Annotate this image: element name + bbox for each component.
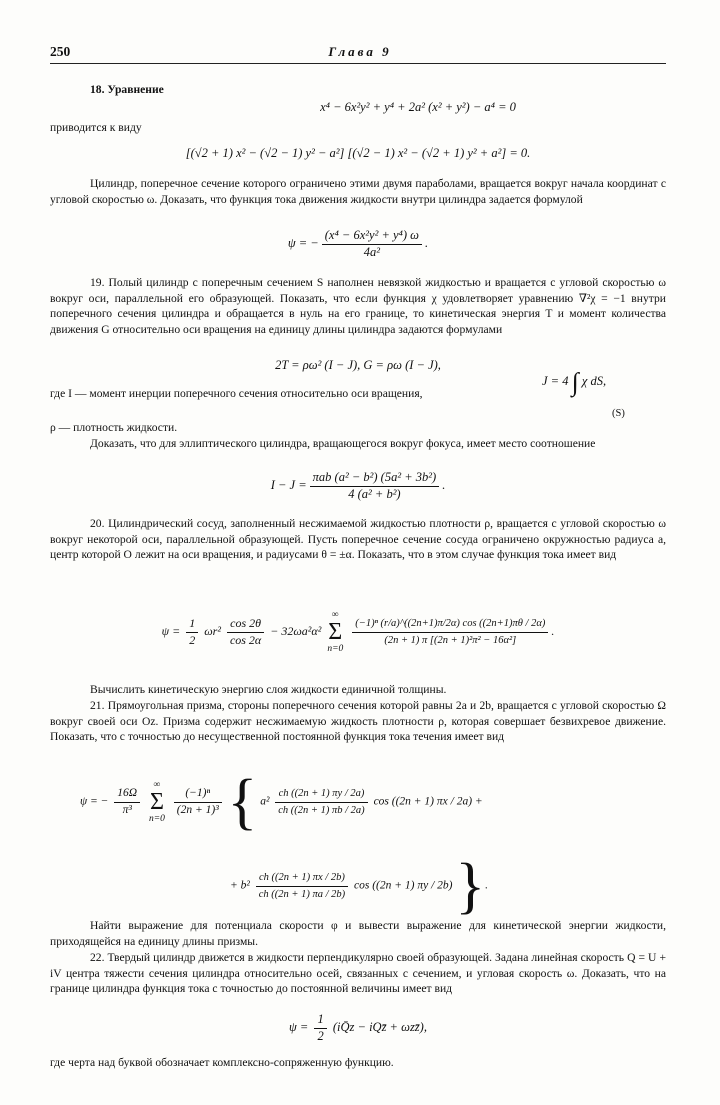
half22-denominator: 2 [317,1028,324,1043]
sum-sign: Σ [328,619,343,645]
equation-psi-18: ψ = − $\frac{\text{(x⁴ − 6x²y² + y⁴) ω}}{\text{4a²}}$ . [287,228,429,259]
problem-21-text: 21. Прямоугольная призма, стороны поперечного сечения которой равны 2a и 2b, вращается с угловой скоростью Ω вокруг своей оси Oz. Призма содержит несжимаемую жидкость плотности ρ, которая совершает безвихревое движение. Показать, что с точностью до несущественной постоянной функция тока течения имеет вид [50,699,666,744]
psi-18-numerator: (x⁴ − 6x²y² + y⁴) ω [322,228,422,245]
ch-ratio-1 [275,786,367,818]
psi-20-sum [327,610,343,654]
series-numerator: (−1)ⁿ (r/a)^((2n+1)π/2α) cos ((2n+1)πθ / 2α) [352,616,548,633]
problem-19-rho: ρ — плотность жидкости. [50,421,178,434]
sum-upper: ∞ [331,610,339,620]
coef-denominator: π³ [122,803,132,816]
problem-18-lead [50,82,666,98]
problem-22-text: 22. Твердый цилиндр движется в жидкости перпендикулярно своей образующей. Задана линейная скорость Q = U + iV центра тяжести сечения цилиндра относительно осей, связанных с сечением, и угловая скорость ω. Доказать, что на границе цилиндра функция тока с точностью до постоянной величины имеет вид [50,951,666,996]
psi-20-term1: ωr² [204,623,221,638]
psi-21-term [174,786,222,818]
cos-ratio-denominator: cos 2α [229,632,262,647]
sum21-sign: Σ [149,789,164,815]
psi-21-lhs: ψ = − [80,795,109,808]
psi-18-lhs: ψ = − [287,235,319,250]
problem-21-text2: Найти выражение для потенциала скорости φ и вывести выражение для кинетической энергии жидкости, приходящейся на единицу длины призмы. [50,919,666,948]
psi-21-coef [114,786,140,818]
problem-19-text: 19. Полый цилиндр с поперечным сечением S наполнен невязкой жидкостью и вращается с угловой скоростью ω вокруг оси, параллельной его образующей. Показать, что если функция χ удовлетворяет уравнению ∇²χ = −1 внутри поперечного сечения цилиндра и обращается в нуль на его границе, то кинетическая энергия T и момент количества движения G относительно оси вращения на единицу длины цилиндра задаются формулами [50,276,666,336]
equation-psi-21-line2 [230,852,650,920]
IJ-end: . [442,477,446,492]
integral-sign: ∫ [571,367,579,397]
header-rule [50,63,666,64]
problem-22-text2: где черта над буквой обозначает комплексно-сопряженную функцию. [50,1056,394,1069]
ch1-denominator: ch ((2n + 1) πb / 2a) [278,804,365,816]
psi-20-lhs: ψ = [161,623,181,638]
ch2-denominator: ch ((2n + 1) πa / 2b) [258,888,346,900]
psi-22-rhs: (iQ̄z − iQz̄ + ωzz̄), [332,1019,427,1034]
psi-22-half [314,1012,326,1044]
b-squared: + b² [230,879,250,892]
brace-close: } [455,852,486,920]
half-numerator: 1 [186,616,198,633]
equation-psi-21-line1 [80,768,640,836]
half-denominator: 2 [189,632,196,647]
running-head: Глава 9 [328,44,392,59]
equation-psi-22 [50,1012,666,1044]
equation-J [542,367,625,419]
psi-18-denominator: 4a² [363,244,380,259]
psi-21-end: . [485,879,488,892]
IJ-fraction [310,470,440,502]
sum21-upper: ∞ [153,780,161,790]
term-numerator: (−1)ⁿ [174,786,222,803]
psi-20-half [186,616,198,648]
ch-ratio-2 [256,870,348,902]
psi-20-series-fraction [352,616,548,648]
IJ-lhs: I − J = [270,477,307,492]
problem-19-text2: Доказать, что для эллиптического цилиндра, вращающегося вокруг фокуса, имеет место соотношение [90,437,596,450]
equation-psi-20 [50,610,666,654]
problem-18-text: Цилиндр, поперечное сечение которого ограничено этими двумя параболами, вращается вокруг начала координат с угловой скоростью ω. Доказать, что функция тока движения жидкости внутри цилиндра задается формулой [50,177,666,206]
psi-20-minus: − 32ωa²α² [270,623,322,638]
ch1-numerator: ch ((2n + 1) πy / 2a) [275,786,367,803]
IJ-numerator: πab (a² − b²) (5a² + 3b²) [310,470,440,487]
sum21-lower: n=0 [149,814,165,824]
J-lhs: J = 4 [542,374,569,388]
problem-18-label: 18. Уравнение [90,83,164,96]
half22-numerator: 1 [314,1012,326,1029]
psi-18-fraction [322,228,422,260]
problem-19-where: где I — момент инерции поперечного сечения относительно оси вращения, [50,387,423,400]
psi-20-cos-ratio [227,616,264,648]
brace-open: { [227,768,258,836]
ch2-numerator: ch ((2n + 1) πx / 2b) [256,870,348,887]
term-denominator: (2n + 1)³ [176,803,219,816]
sum-lower: n=0 [327,644,344,654]
equation-factored: [(√2 + 1) x² − (√2 − 1) y² − a²] [(√2 − 1) x² − (√2 + 1) y² + a²] = 0. [185,146,531,160]
cos-term-2: cos ((2n + 1) πy / 2b) [354,879,453,892]
equation-I-J [50,470,666,502]
coef-numerator: 16Ω [114,786,140,803]
cos-ratio-numerator: cos 2θ [227,616,264,633]
psi-21-sum [149,780,165,824]
equation-quartic: x⁴ − 6x²y² + y⁴ + 2a² (x² + y²) − a⁴ = 0 [320,100,516,114]
psi-20-end: . [551,623,555,638]
page-number: 250 [50,44,71,59]
a-squared: a² [260,795,270,808]
psi-22-lhs: ψ = [289,1019,309,1034]
J-rhs: χ dS, [581,374,607,388]
cos-term-1: cos ((2n + 1) πx / 2a) + [373,795,483,808]
problem-20-text: 20. Цилиндрический сосуд, заполненный несжимаемой жидкостью плотности ρ, вращается с угловой скоростью ω вокруг некоторой оси, параллельной образующей. Пусть поперечное сечение сосуда ограничено окружностью радиуса a, центр которой O лежит на оси вращения, и радиусами θ = ±α. Показать, что в этом случае функция тока имеет вид [50,517,666,562]
problem-18-mid: приводится к виду [50,121,142,134]
equation-energy: 2T = ρω² (I − J), G = ρω (I − J), [275,358,441,372]
IJ-denominator: 4 (a² + b²) [348,486,401,501]
series-denominator: (2n + 1) π [(2n + 1)²π² − 16α²] [384,634,517,646]
J-integral-domain: (S) [612,408,625,419]
problem-20-after: Вычислить кинетическую энергию слоя жидкости единичной толщины. [90,683,447,696]
